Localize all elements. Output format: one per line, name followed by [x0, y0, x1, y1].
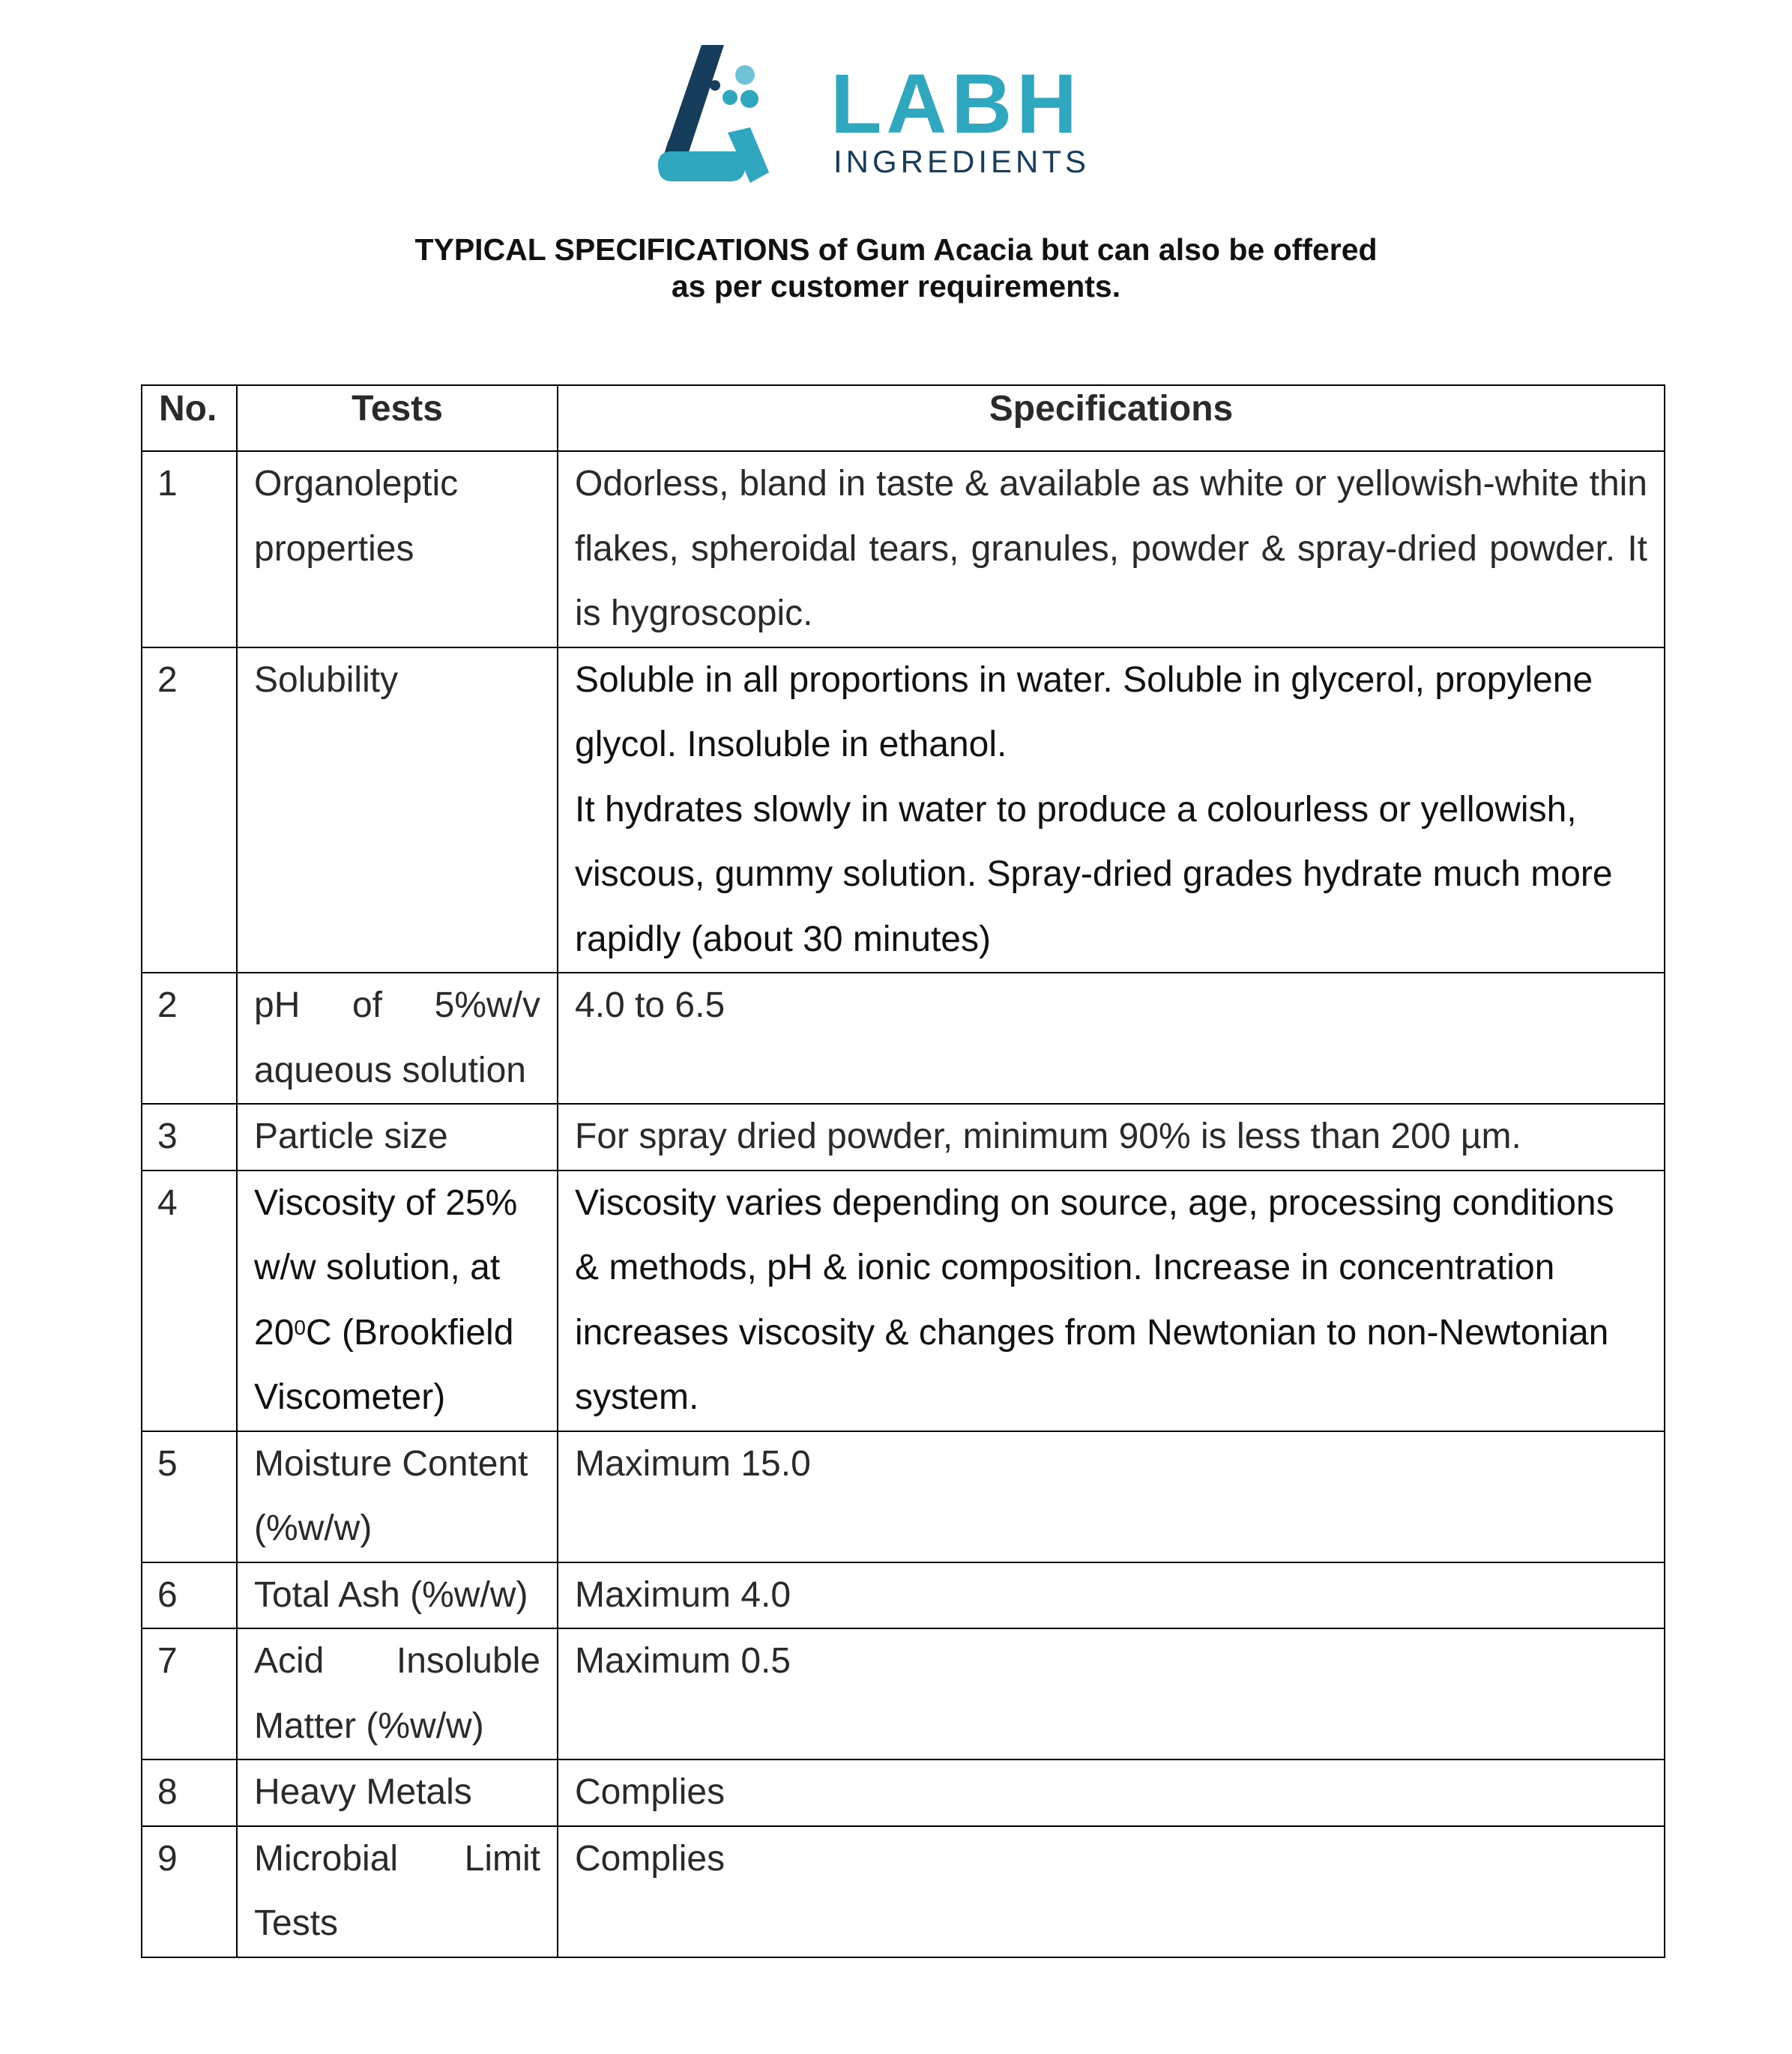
degree-superscript: 0	[294, 1315, 306, 1339]
table-header-row	[142, 385, 1665, 451]
row-number: 2	[142, 647, 237, 973]
row-specification: Complies	[558, 1760, 1665, 1826]
header-tests: Tests	[237, 385, 558, 451]
row-number: 7	[142, 1628, 237, 1760]
document-heading-line-2: as per customer requirements.	[671, 269, 1121, 303]
row-test: Organoleptic properties	[237, 451, 558, 647]
row-specification: Odorless, bland in taste & available as white or yellowish-white thin flakes, spheroidal tears, granules, powder & spray-dried powder. It is hygroscopic.	[558, 451, 1665, 647]
row-specification	[558, 647, 1665, 973]
row-specification: Maximum 15.0	[558, 1431, 1665, 1562]
row-test: Solubility	[237, 647, 558, 973]
test-line: w/w solution, at	[254, 1248, 501, 1287]
row-test: Particle size	[237, 1104, 558, 1171]
header-specifications: Specifications	[558, 385, 1665, 451]
row-test	[237, 1171, 558, 1431]
table-row	[142, 451, 1665, 647]
row-specification: Complies	[558, 1826, 1665, 1957]
test-line: Viscosity of 25%	[254, 1182, 518, 1223]
table-row	[142, 1171, 1665, 1431]
table-row	[142, 1431, 1665, 1562]
row-number: 2	[142, 973, 237, 1104]
temperature-value: 20	[254, 1312, 295, 1353]
table-row	[142, 1104, 1665, 1171]
table-row	[142, 1760, 1665, 1826]
table-row	[142, 1562, 1665, 1629]
row-specification: For spray dried powder, minimum 90% is less than 200 µm.	[558, 1104, 1665, 1171]
row-test: Total Ash (%w/w)	[237, 1562, 558, 1629]
header-no: No.	[142, 385, 237, 451]
company-logo	[657, 39, 1121, 189]
row-test: Heavy Metals	[237, 1760, 558, 1826]
logo-tagline-text: INGREDIENTS	[833, 144, 1090, 179]
row-test: Moisture Content (%w/w)	[237, 1431, 558, 1562]
row-number: 3	[142, 1104, 237, 1171]
row-number: 5	[142, 1431, 237, 1562]
table-row	[142, 1826, 1665, 1957]
test-line	[254, 1301, 540, 1366]
row-specification: 4.0 to 6.5	[558, 973, 1665, 1104]
row-test: Acid Insoluble Matter (%w/w)	[237, 1628, 558, 1760]
logo-brand-text: LABH	[830, 57, 1082, 151]
row-number: 8	[142, 1760, 237, 1826]
table-row	[142, 647, 1665, 973]
row-test: pH of 5%w/v aqueous solution	[237, 973, 558, 1104]
table-row	[142, 1628, 1665, 1760]
row-number: 4	[142, 1171, 237, 1431]
row-specification: Maximum 0.5	[558, 1628, 1665, 1760]
specifications-table	[141, 384, 1665, 1958]
spec-paragraph: It hydrates slowly in water to produce a colourless or yellowish, viscous, gummy solution. Spray-dried grades hydrate much more rapidly (about 30 minutes)	[575, 789, 1613, 959]
row-number: 9	[142, 1826, 237, 1957]
row-specification: Viscosity varies depending on source, age, processing conditions & methods, pH & ionic composition. Increase in concentration increases viscosity & changes from Newtonian to non-Newtonian system.	[558, 1171, 1665, 1431]
table-row	[142, 973, 1665, 1104]
test-line: Viscometer)	[254, 1377, 446, 1417]
row-test: Microbial Limit Tests	[237, 1826, 558, 1957]
row-specification: Maximum 4.0	[558, 1562, 1665, 1629]
row-number: 6	[142, 1562, 237, 1629]
spec-paragraph: Soluble in all proportions in water. Soluble in glycerol, propylene glycol. Insoluble in ethanol.	[575, 659, 1593, 764]
temperature-unit-text: C (Brookfield	[305, 1312, 514, 1353]
row-number: 1	[142, 451, 237, 647]
document-heading-line-1: TYPICAL SPECIFICATIONS of Gum Acacia but can also be offered	[414, 232, 1378, 267]
